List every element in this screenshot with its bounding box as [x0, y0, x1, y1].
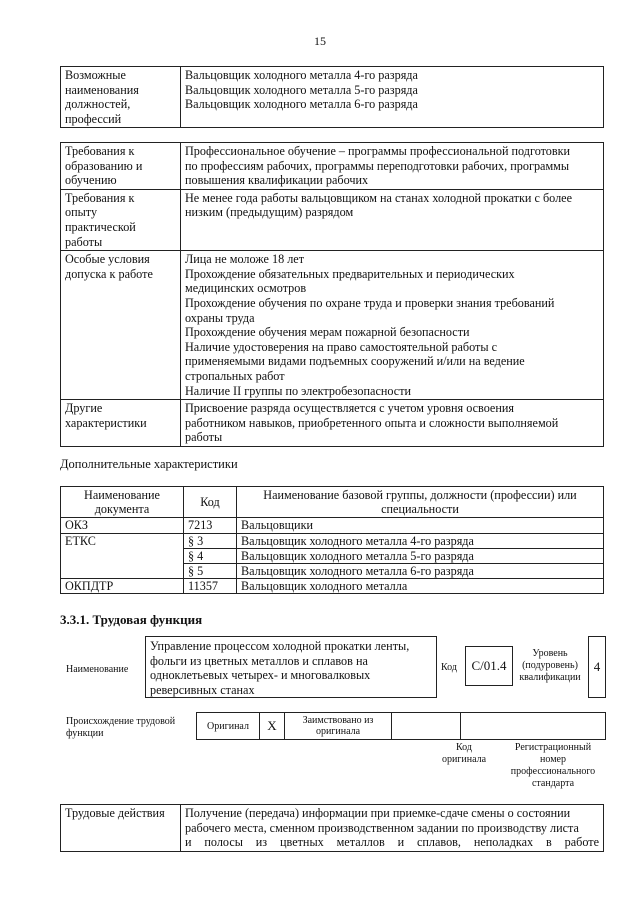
row-value — [181, 67, 604, 128]
label-line: образованию и — [65, 158, 143, 173]
page-number: 15 — [314, 34, 326, 48]
label-line: должностей, — [65, 97, 131, 112]
cell-code: 11357 — [184, 579, 237, 594]
header-code: Код — [184, 487, 237, 518]
value-line: Вальцовщик холодного металла 4-го разряда — [185, 68, 418, 82]
value-line: низким (предыдущим) разрядом — [185, 205, 354, 220]
labor-function-title: 3.3.1. Трудовая функция — [60, 612, 203, 627]
cell-code: 7213 — [184, 518, 237, 533]
label-line: практической — [65, 219, 136, 234]
table-header-row — [61, 487, 604, 518]
cell-name: Вальцовщик холодного металла — [237, 579, 604, 594]
row-value — [181, 400, 604, 447]
table-row — [61, 518, 604, 533]
value-line: работы — [185, 430, 223, 445]
original-label: Оригинал — [197, 713, 260, 740]
label-line: Возможные — [65, 68, 126, 82]
level-value-cell: 4 — [588, 636, 606, 698]
label-line: Другие — [65, 401, 103, 416]
cell-name: Вальцовщик холодного металла 5-го разряда — [237, 548, 604, 563]
level-label-line: Уровень — [532, 648, 568, 659]
code-original-cell — [392, 713, 461, 740]
row-label — [61, 67, 181, 128]
row-value — [181, 251, 604, 400]
reg-number-label — [500, 742, 606, 790]
table-row — [61, 400, 604, 447]
value-line: по профессиям рабочих, программы переподготовки рабочих, программы — [185, 158, 570, 173]
table-row — [61, 189, 604, 250]
code-original-line: оригинала — [441, 754, 487, 765]
table-row — [61, 805, 604, 852]
value-line: Профессиональное обучение – программы профессиональной подготовки — [185, 144, 571, 158]
label-line: Требования к — [65, 144, 135, 158]
original-mark: X — [260, 713, 285, 740]
action-line: рабочего места, сменном производственном задании по производству листа — [185, 820, 579, 835]
value-line: медицинских осмотров — [185, 281, 307, 296]
function-name-line: Управление процессом холодной прокатки ленты, — [150, 639, 410, 653]
function-name-box — [145, 636, 437, 698]
origin-label-line: функции — [66, 728, 104, 739]
action-line: и полосы из цветных металлов и сплавов, неполадках в работе — [185, 835, 599, 850]
function-name-line: реверсивных станах — [150, 682, 255, 697]
value-line: Вальцовщик холодного металла 6-го разряда — [185, 97, 418, 112]
value-line: работником навыков, приобретенного опыта и сложности выполняемой — [185, 415, 559, 430]
label-line: Особые условия — [65, 252, 150, 267]
reg-number-line: номер — [540, 754, 566, 765]
labor-actions-value — [181, 805, 604, 852]
code-original-line: Код — [456, 742, 472, 753]
label-line: профессий — [65, 111, 122, 126]
label-line: наименования — [65, 82, 139, 97]
level-label-line: квалификации — [519, 672, 581, 683]
requirements-table — [60, 142, 604, 447]
value-line: Наличие удостоверения на право самостоятельной работы с — [185, 339, 498, 354]
label-line: Требования к — [65, 190, 135, 205]
value-line: Лица не моложе 18 лет — [185, 252, 305, 267]
value-line: Прохождение обучения мерам пожарной безопасности — [185, 325, 470, 340]
action-line: Получение (передача) информации при приемке-сдаче смены о состоянии — [185, 806, 571, 820]
labor-actions-table — [60, 804, 604, 852]
label-line: работы — [65, 234, 103, 249]
borrowed-label — [285, 713, 392, 740]
value-line: Не менее года работы вальцовщиком на станах холодной прокатки с более — [185, 190, 572, 205]
additional-characteristics-table — [60, 486, 604, 594]
reg-number-cell — [461, 713, 606, 740]
label-line: допуска к работе — [65, 266, 153, 281]
label-line: обучению — [65, 173, 117, 188]
table-row — [61, 579, 604, 594]
labor-actions-label: Трудовые действия — [61, 805, 181, 852]
row-value — [181, 189, 604, 250]
value-line: повышения квалификации рабочих — [185, 173, 369, 188]
name-label: Наименование — [66, 664, 129, 675]
cell-document: ОКЗ — [61, 518, 184, 533]
cell-document: ЕТКС — [61, 533, 184, 579]
borrowed-label-line: оригинала — [315, 726, 361, 737]
origin-table — [196, 712, 606, 740]
cell-code: § 5 — [184, 564, 237, 579]
code-original-label — [432, 742, 496, 766]
cell-name: Вальцовщик холодного металла 4-го разряда — [237, 533, 604, 548]
label-line: характеристики — [65, 415, 147, 430]
value-line: Прохождение обучения по охране труда и проверки знания требований — [185, 295, 555, 310]
origin-label-line: Происхождение трудовой — [66, 716, 176, 727]
value-line: охраны труда — [185, 310, 255, 325]
table-row — [61, 533, 604, 548]
possible-positions-table — [60, 66, 604, 128]
value-line: Вальцовщик холодного металла 5-го разряда — [185, 82, 418, 97]
row-value — [181, 143, 604, 190]
header-document: Наименование документа — [61, 487, 184, 518]
value-line: стропальных работ — [185, 368, 285, 383]
table-row — [197, 713, 606, 740]
cell-code: § 4 — [184, 548, 237, 563]
additional-characteristics-title: Дополнительные характеристики — [60, 457, 238, 471]
cell-name: Вальцовщики — [237, 518, 604, 533]
function-name-line: фольги из цветных металлов и сплавов на — [150, 653, 368, 668]
reg-number-line: профессионального — [510, 766, 596, 777]
cell-code: § 3 — [184, 533, 237, 548]
function-code-cell: C/01.4 — [465, 646, 513, 686]
row-label — [61, 189, 181, 250]
value-line: Наличие II группы по электробезопасности — [185, 383, 412, 398]
table-row — [61, 67, 604, 128]
row-label — [61, 251, 181, 400]
borrowed-label-line: Заимствовано из — [302, 715, 374, 726]
label-line: опыту — [65, 205, 98, 220]
cell-document: ОКПДТР — [61, 579, 184, 594]
row-label — [61, 400, 181, 447]
level-label-line: (подуровень) — [522, 660, 578, 671]
value-line: применяемыми видами подъемных сооружений и/или на ведение — [185, 354, 525, 369]
table-row — [61, 143, 604, 190]
level-label — [516, 648, 584, 684]
origin-label — [66, 716, 175, 740]
code-label: Код — [441, 662, 457, 673]
table-row — [61, 251, 604, 400]
header-name: Наименование базовой группы, должности (профессии) или специальности — [237, 487, 604, 518]
cell-name: Вальцовщик холодного металла 6-го разряда — [237, 564, 604, 579]
function-name-line: одноклетьевых четырех- и многовалковых — [150, 668, 371, 683]
reg-number-line: стандарта — [531, 778, 575, 789]
value-line: Прохождение обязательных предварительных и периодических — [185, 266, 515, 281]
row-label — [61, 143, 181, 190]
reg-number-line: Регистрационный — [514, 742, 592, 753]
value-line: Присвоение разряда осуществляется с учетом уровня освоения — [185, 401, 514, 416]
